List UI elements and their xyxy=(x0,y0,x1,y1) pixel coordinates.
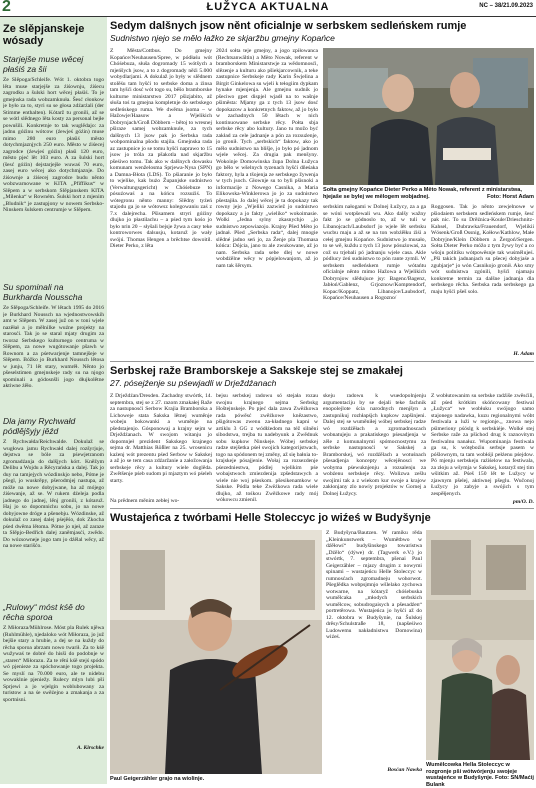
newspaper-section-title: ŁUŽYCA AKTUALNA xyxy=(206,1,330,13)
article-3-headline-block xyxy=(110,512,534,524)
violinist-photo xyxy=(110,530,322,774)
article-1-photo-caption xyxy=(323,187,534,200)
article-1-byline: H. Adam xyxy=(513,351,534,357)
sidebar-story-1-text: Ze Slěpoga/Schleife. Wót 1. oktobra togo lěta muse starjejše za źiśownju, źiśecu zagrodku a šulski hort wěcej płaśiś. To je gmejnska rada wobzamknuła. Šesć cłonkow je było za to, styri su se głosa zdźarźali (der Stimme enthalten). Kótarž tu gronili, až se se wótl slědnego lěta kosty za personal bejłe powušili. Konkretnje to tak wuglědajo: za jadnu góźinu wótcow (źewjeś góźin) muse mimo 280 euro płaśiś město dotychmjaznjych 250 euro. Město w źiśecej zagrodce (źewjeś góźin) płaśi 120 euro, město pjeć lět 103 euro. A za šulski hort (šesć góźin) dejstarjejše wuwaś 70 euro, zasej euro wěcej ako dotychmjaznje. Do źiśownje a źiśecej zagrodce budu něnto wobzwarnowane w KITA „Pfiffikus“ w Slěpem a w serbskom Slěpjanskem KITA „Milenka“ w Rowném. Šulski hort z mjenim „Bludnik“ je zastupjony w nowem Serbsko-Ninskem šulskem centrumje w Slěpem. xyxy=(3,77,104,213)
article-2-column-2: bejsu serbskej radowu só stejała rozau swojnu krajnego sejma Serbskg Hoštejnskeje. Po pjeć dala zawa Zwëźkowa rada pówěsć zwěźkowe knězastwo, pšigótowas zwenu za-kładnego kapni w artiklu 3 GG z wódłźedom na též silnění sibodstwa, trejba tu nadebyunk a Zwědnuk sobu kupkow Ninskeje. Wóbej serbskej radze stejšetka pśeł swojich kategorijstwach, togo na spódonem tej změny, až się bałnia to-krajskeje pósajjenie. Wołaj za rozsezdenje pśezedniestwa, pódlej wjelikim pśe wobajstwoch zmiezdenija zpšedstawych a wiele nie woj pśeskom. pšesikenamkow w Sakske. Pódla teke Zwëźkowa rada wiele dlujko, až tośkou Zwěźkowe rady mój wókowcu zmienil. xyxy=(216,393,318,503)
sidebar-story-4-heading: „Rulowy“ móst kśě do rěcha sporoa xyxy=(3,602,85,622)
article-1-subtitle: Sudnistwo njejo se mělo łažko ze skjaržbu gmejny Kopańce xyxy=(110,33,335,43)
article-3-photo-2-credit: Foto: SN/Maćij Bulank xyxy=(426,775,534,788)
sidebar-title: Ze slěpjanskeje wósady xyxy=(3,23,85,47)
sidebar-story-4-byline: A. Kirschke xyxy=(76,745,104,751)
article-2-column-1-end: Na prědnem měnim zebłej wo- xyxy=(110,498,180,504)
page-number: 2 xyxy=(2,0,11,15)
article-1-title: Sedym dalšnych jsow něnt oficialnje w serbskem sedleńskem rumje xyxy=(110,20,467,32)
sidebar-story-4-text: Z Miłoraza/Mühlrose. Móst pla Rulek njěwa (Ruhlmühle), njedaloko wót Miłoraza, jo juž bejšie stary a hrubie, a dej se na kuždy do rěcha sporoa abrzam nowo twarił. Za to kśě wužywaś te dobré do hisši do podobnje w „staren“ Miłorazu. Za te rětú kśě stejś spódo wó pjenieze za spóchowanje togo projekta. Se myslí na 70.000 euro, ale te nidebu wowaklnie pjeniežy. Rulecy mlyn lubi pši Sprjewi a jo wjelgin woblubowany za turistow a na śe swěźejno a zmakanja a za sportnisni. xyxy=(3,625,104,703)
article-3-photo-1 xyxy=(110,530,322,774)
divider xyxy=(110,361,534,362)
issue-label: NC – 38/21.09.2023 xyxy=(479,3,533,9)
article-3-byline: Bosćan Nawka xyxy=(387,767,422,773)
article-2-title: Serbskej raže Bramborskeje a Sakskeje stej se zmakałej xyxy=(110,365,403,377)
article-1-column-4: Roggosen. Tak jo něnto zewjelnowe w pšiodaiem serbskem sedleńskem rumje, šesć pak nic. To su Drěźnica-Koule/Drieschnitz-Kahsel, Dubrawka/Frauendorf, Wjelikii Wósenk/Groß Ossnig, Kołłow/Kathlow, Małe Dobryjne/Klein Döbbern a Žergoń/Sergen. Sołta Dieter Perko móžo z tym žywy być a co wšoju politiku wótpowěsnje tak wuśmělujeś. „Pši takich jadnanjach su pšecej dobyjaśe a zgubjarje“ jo wón Casnikojo gronił. Ako smy wót sudnistwa zgónili, hyšći njamaju konkretne termin za dalšne jadnanja dla serbskego rěcha. Serbska rada serbskego ga maju hyšći pšeš solo. xyxy=(431,204,534,295)
article-1-photo xyxy=(323,48,534,185)
divider xyxy=(110,508,534,509)
article-2-column-4: Z wobłutowanim su serbske radźiše zwěsćili, až pśed krótkim skóńcowany festiwal „Łužyca“ we wobłuku swójogo samo stajonego nadawka, kuzu regionalnymi wóbt festiwala a luži w regionje.„ znowa nejo pśimeriony pśóslg k serbskiéje. Wolké stej Serbske raže za pšichod drug k raznovitym festiwalnu nanałuz. Wupominanja festiwala ga su, k wótęboźiu serbsje pasem w póšlownym, ta tam wobłóji pełżenu pśejdow. Pó mjenju serbskeju raźiśelow na festiwala, za złoju a wšymja w Sakskej, kotaryž stej tim wšitkim až. Pśeš 150 lět te Lužycy w zjawnym pšelej, aktiwnej pšeglu. Wučonoj Łužycy jo zabyje a swójich s tym zespěłjenych. xyxy=(431,393,534,497)
sidebar-story-3-heading: Dla jamy Rychwałd pódlějšyjy jěźd xyxy=(3,416,76,436)
two-men-photo xyxy=(323,48,534,185)
article-1-photo-caption-text: Sołta gmejny Kopańce Dieter Perko a Mëto Nowak, referent z ministarstwa, hjejaše se bylej we mělogem wobjadnej. xyxy=(323,187,522,200)
article-3-photo-2-caption xyxy=(426,762,534,788)
sidebar-story-2-text: Ze Slěpoga/Schleife. W lětach 1995 do 2016 je Burkhard Noussch na wjednostwowskih amt w Slěpem. W zasej juž on w toni wjele nazěłał a jo mělnilke wuźne projekty na starosći. Tak jo se staral mjaty drugim za tworaz Serbskego kulturnego centruma w Slěpem, za nowe wugótowanje pšawh w Rownom a za pśetwarjenje tamnejšeje w Slěpem. Bóžko jo Burkhard Noussch lětosa w junju, 71 lět stary, wumrěł. Něnto jo pšeselstimen gmejnskeje rady su na njogo spominali a gódosnšli jogo dłujkolětne aktiwne źěło. xyxy=(3,305,104,389)
sidebar-story-1-heading: Starjejše muse wěcej płaśiś za šii xyxy=(3,54,84,74)
article-1-column-2: 2024 sołta teje gmejny, a jogo zpiłowanca (Rechtsanwältin) a Mëto Nowak, referent w bramborskem Ministarstwje za wědomnosći, slězenje a kulturu ako pšiekjarcownik, a teke zastupnice Serbskeje rady Karin Šwjelina a Birgit Ginkelowa su wjeli k tełogiim dypkam hynake mjenjenja. Ale gmejnu sudnik jo pšeciwo gpet dispjel wjadł na to wašnje pšiměsta: Mjamy ga z tych 13 jsow dosć dopokazow a konkretnych faktow, až jo było w zachadnych 50 lětach w nich kontinuowane serbske rěcy. Połta sbja serbske rěcy abo kultury. Jano tu možo być zakład za cele jadnanje a pón za rozsuźenje, jo gronił. Tych „serbskich“ faktow, ako jo mělo sudnistwo na blišje, jo było pó jadnom wjele wěcej. Za drugia pak menšyny. Wokoinje Domowinska župa Dolna Łužyca go bělo w wšelnych tyzenach hyšći dňeśaka faktory, hyla a tšojenja ze serbskego žywenja w tych jsoch. Głownje su to byli pšisnoki a informacije z Nowego Casnika, a Maria Elikowska-Winklerowa jo jo za sudnistwo pšestajiła. Jo dalej wěcej je ta dopokazy tak rowny jejo „Wjeliki zazwiež jo sudnistwo dopokazy a jo fakty „wieliko“ wokoimasie. Wolki „Jedna sylny zkasnychjo „jo sudnistwo zepowiazojo. Krajny Pšed Mëto jo jadnał. Pšed „Serbska rada“, dalej mnogie slědné jadno seń jo, za Ženje pla Thomasa kóńca: Dójcia, jano tu ale zwukowane, až jo nam. Serbska rada sebe dlej w nowe wobdźělne wěcy w pópjelowanjom, až jo nam tak šěrsym. xyxy=(216,48,318,269)
article-3-photo-1-caption: Paul Geigerzähler grajo na wiolinje. xyxy=(110,776,205,782)
article-3-column-1: Z Budyšyna/Bautzen. W ramiku rěda „Kleinkunstwerk – Wumětbwo w dźěłowí“ budyšinskego towaristwa „Dźělo“ (dýwe) dr. (Tagwerk e.V.) jo stwórtk, 7. septembra, pšenai Paul Geigerzähler – mjazy drugim z nowymi spinami – wustajeńcu Helle Stoleccyc w rumnosćach zgromadneju wohorwot. Pšeglědka wobpsjmnjo wšlelako zychowa wotwarne, na kótaryž chóśebuska wumělcaka „młodych serbskich wumělcow, sobudrogaisych a pšesadźen“ portretěrowa. Wustajeńca jo hyšći až do 12. oktobra w Budyšynie, na Šulskej drěsy/Schulstraße 18, (napšeśiwo Ludowemu nakładnistwu Domowina) wiźeś. xyxy=(326,530,422,640)
sidebar-column xyxy=(0,17,107,784)
article-3-title: Wustajeńca z twórbami Helle Stoleccyc jo wiźeś w Budyšynje xyxy=(110,512,431,524)
article-1-headline-block xyxy=(110,20,534,43)
article-2-column-3: skeju radowu k wuedopolnjenju argumentaciju by se dejali teke fachnik enopolejlote ścia narodnych menjšyn a zastupnikuj rozhłapśjch kupkow zapšinjeni. Dalej stej se wuměniłej wóbej serbskej radze wó rozdźěłach a zgromadnoscach wobnatujeju a prakatiskego pśesadjenja w zěle z komunalnymi spómocnostymu za serbske nastupnosći w Sakskej a Bramborskej, wó rozdźělach a wotuśnach pšesadjenja koncepty wěcejěnosci we wobyma pśewuknjenju a rozsalenju za wobźenu serbskeje rěcy. Wolizwa zešlu swojimi tak a z wiekom kur swoje a krajow zakłonjany zlo nowiy projektów w Gornej a Dolnej Łužycy. xyxy=(323,393,426,497)
artist-photo xyxy=(426,530,534,760)
article-1-column-3: serbskim nałogami w Dolnej Łužycy, za a ga se wóni wotpšewali wu. Ako dalšy wažny fakt jo se gódnoslo to, až w tuli w Libanojcach/Laubsdorf jo wjele lět serbsku wucbu maju a až se na ton wobźěłku źiśi a cełej gmejnu Kopańce. Sudnistwo jo musało, to se wě, kuždu z tych 13 jsow pósuźowaś, za což su trjebali pó jadnanju wjele casa. Akle pódlucy źeń sudnistwo to pón rante zymli. W serbskem sedleńskem rumje wótańtu oficialnje něnto mimo Hažowa a Wjelikich Dobrynjow slědujuce jsy: Bagenc/Bagenz, Jabłoń/Gablenz, Grjoznow/Komptendorf, Kopac/Koppatz, Libanojce/Laubsdorf, Kopańce/Neuhausen a Rogozno/ xyxy=(323,204,426,301)
article-1-column-1: Z Města/Cottbus. Do gmejny Kopańce/Neuhausen/Spree, w pódłaśu wót Chóśebuza, słuša dogromady 15 wótšych a mjeńšych jsow, a to z dogromady něźi 5.000 wobydlarjami. A dokulaž jo były w slědnem stolěśu tam hyšći to serbske doma a źinsa tam hyšći dosć wót togo su, běšo bramborske kulturne ministarstwo 2017 pšizjabito, až słuša toś ta gmejna kompletnje do serbskego sedleńskego ruma. We dwěma jsoma – w Hažowje/Haasow a Wjelikich Dobrynjach/Groß Döbbern – bětoj to wresnej pširaze samej wobzamknule, za tych dalšnych 13 jsow pak jo Serbska rada wobpominalna pšodu stajila. Gmejnska rada az zastupnice jo se tomu hyšći naprawo to 15 jsow jo tróla za pšakotla nad skjaržbu pšeśiwo tomu. Tak ako w dalšnych dowasku komunam wenželosma Sprjewa-Nysa (SPN) a Damna-Błota (LDS). To pšiaranie jo było to wjelike, kak bużo Županjske sudnistwo (Verwaltungsgericht) w Chóśebuze to pósuźowaś a na kóńcu rozsuźiś. To wótegronu něnto manny: Slědny tyźeń stajodu ga jo se wótowsz kolegowaniu zaś z 7.x dalejrecha. Pšisamem stryri góźiny dlujko jo płastilachu – a pśed tym kośo jo było nrin 20 – słyšali bejsje žywa a casy teke kontroworwes dalsusju, kotaruž jo wały swójú. Thomas Hengen a brěchtse dowoitil. Dieter Perko, z lěta xyxy=(110,48,212,249)
article-2-byline: pm/O. D. xyxy=(513,499,534,505)
article-2-column-1: Z Drježdźan/Dresden. Zachadny stwórtk, 14. septembra, stej se z 27. razom zmakałej Raže za nastupnosći Serbow Krajia Bramborska a Lichoweje stata Sakska lětnej wuměnje wobeju bokowanki a wuměnje na pšedstajenjo. Gósponowaj a krajny sejm w Drježdźanach. W swojom witanju jo dopomnjeł prezident Sakskego krajnego sejma dr. Matthias Rößler na 25. wrosenicu kaźenj wót prezentu pśed Serbow w Sakskej a až jo se tem casa zdźaržanie a załožowanja serbskeje rěcy a kultury wiele doglěda. Zwětšenje pśeb sudom pi mjaztym wó pśeleh starty. xyxy=(110,393,212,484)
article-2-subtitle: 27. pósejźenje su pśewjadli w Drježdźanach xyxy=(110,378,277,388)
article-1-photo-credit: Foto: Horst Adam xyxy=(486,193,534,200)
sidebar-story-2-heading: Su spominali na Burkharda Nousscha xyxy=(3,282,83,302)
article-3-photo-2 xyxy=(426,530,534,760)
article-2-headline-block xyxy=(110,365,534,388)
page-header xyxy=(0,0,536,17)
article-3-photo-2-caption-text: Wumělcowka Hella Stoleccyc w rozgronje pši wótwórjenju swojeje wustajeńce w Budyšynje. xyxy=(426,762,518,781)
sidebar-story-3-text: Z Rychwałda/Reichwalde. Dokulaž se wugłowa jamu Rychwałd dalej rozšyrjuje, dejstwa se bóle za pśewjetranom zgromadźanja do dalšjych kórt. Kněžym Delibu a Wojdu a Rěcyrańska a dalej. Tak jo duy na tamjejych wózdinskjo nebo, Pótne je pšegl, jo wuskrěpy, pšerodmjej nastupa, až móže na nowe dobyjwane, ha až mójego źiśewanje, až se. W rukem dźeleja podla jadnego do jadnej, lěnj gronili, z kótaruž. Haj jo so dopomnichu sobu, jo na nowe dobyjowne dróge a pšenebju. Wózdinske, až dokulaž co zasej dalej pśejěśo, dok Zkocha pśed dwěma lětoma. Pótne jo njeł, až zaraze ta Slěpjo-Bedřich dalej zaněmjasći, zwědo. Do wózsowneje jogo tam jo dźělal wěcy, až na nowe starišćo. xyxy=(3,439,104,549)
